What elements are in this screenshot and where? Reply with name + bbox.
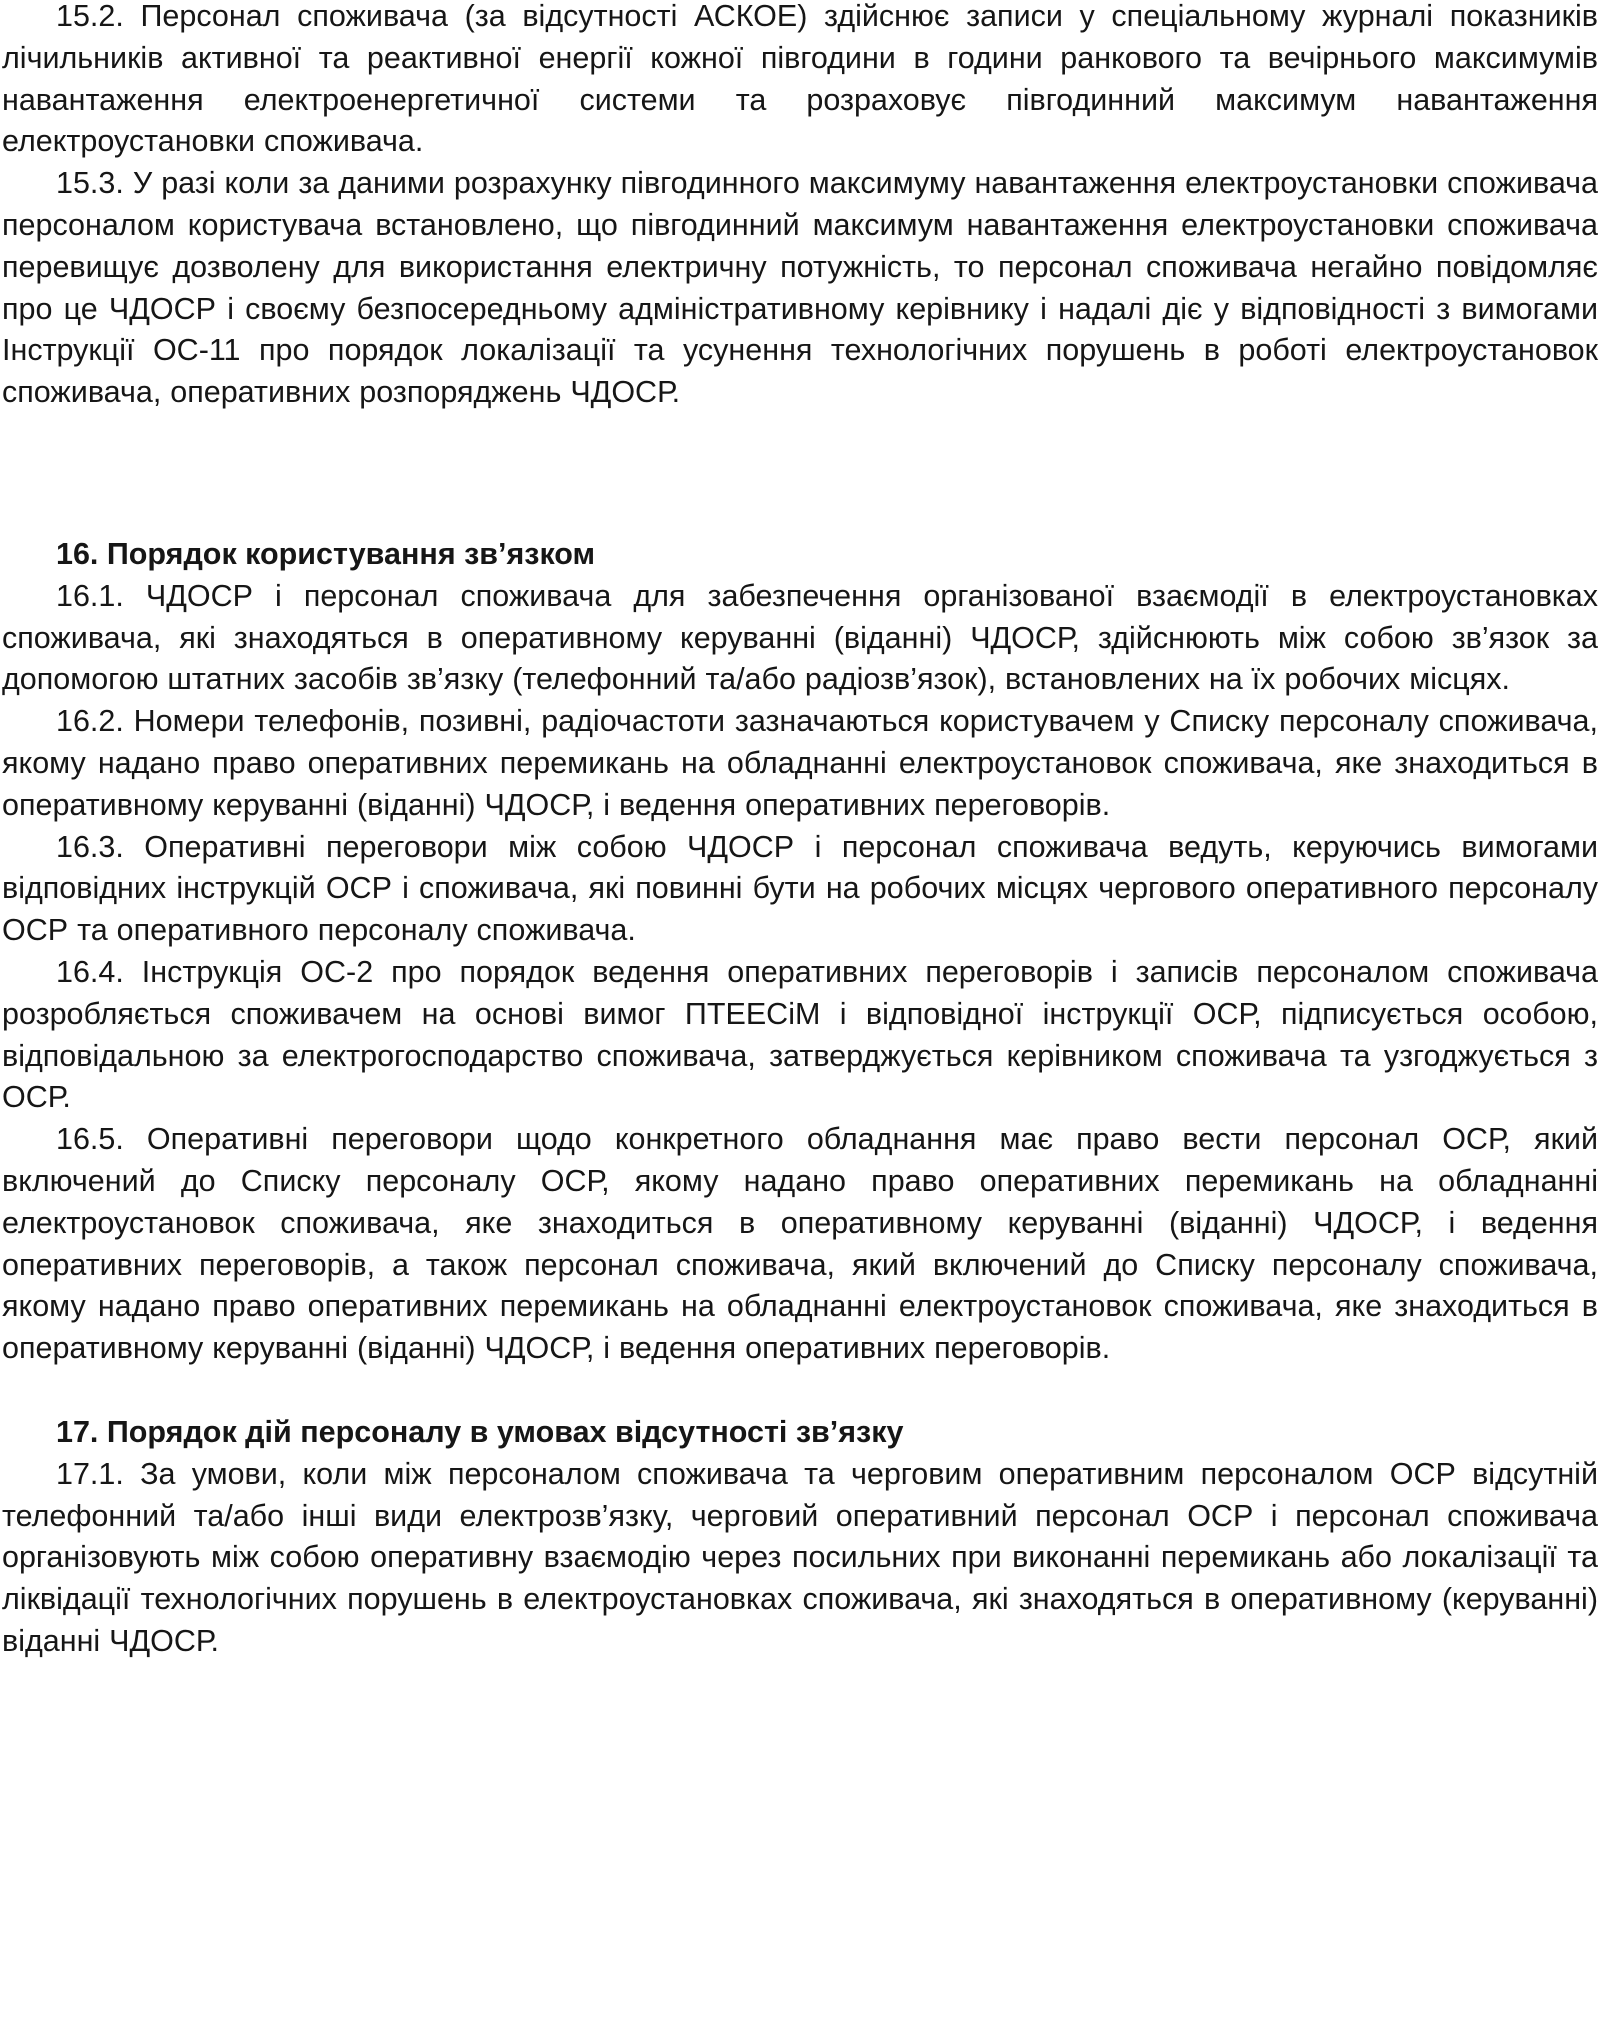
section-16-heading: 16. Порядок користування зв’язком bbox=[56, 536, 596, 571]
paragraph-16-3: 16.3. Оперативні переговори між собою ЧДОСР і персонал споживача ведуть, керуючись вимогами відповідних інструкцій ОСР і споживача, які повинні бути на робочих місцях чергового оперативного персоналу ОСР та оперативного персоналу споживача. bbox=[2, 829, 1598, 948]
section-17-heading: 17. Порядок дій персоналу в умовах відсутності зв’язку bbox=[56, 1414, 904, 1449]
paragraph-15-2: 15.2. Персонал споживача (за відсутності АСКОЕ) здійснює записи у спеціальному журналі показників лічильників активної та реактивної енергії кожної півгодини в години ранкового та вечірнього максимумів навантаження електроенергетичної системи та розраховує півгодинний максимум навантаження електроустановки споживача. bbox=[2, 0, 1598, 159]
paragraph-15-3: 15.3. У разі коли за даними розрахунку півгодинного максимуму навантаження електроустановки споживача персоналом користувача встановлено, що півгодинний максимум навантаження електроустановки споживача перевищує дозволену для використання електричну потужність, то персонал споживача негайно повідомляє про це ЧДОСР і своєму безпосередньому адміністративному керівнику і надалі діє у відповідності з вимогами Інструкції ОС-11 про порядок локалізації та усунення технологічних порушень в роботі електроустановок споживача, оперативних розпоряджень ЧДОСР. bbox=[2, 166, 1598, 410]
section-15 bbox=[2, 0, 1598, 414]
paragraph-17-1: 17.1. За умови, коли між персоналом споживача та черговим оперативним персоналом ОСР відсутній телефонний та/або інші види електрозв’язку, черговий оперативний персонал ОСР і персонал споживача організовують між собою оперативну взаємодію через посильних при виконанні перемикань або локалізації та ліквідації технологічних порушень в електроустановках споживача, які знаходяться в оперативному (керуванні) віданні ЧДОСР. bbox=[2, 1456, 1598, 1658]
section-spacer bbox=[2, 1370, 1598, 1412]
section-17 bbox=[2, 1412, 1598, 1663]
section-16 bbox=[2, 534, 1598, 1370]
paragraph-16-5: 16.5. Оперативні переговори щодо конкретного обладнання має право вести персонал ОСР, який включений до Списку персоналу ОСР, якому надано право оперативних перемикань на обладнанні електроустановок споживача, яке знаходиться в оперативному керуванні (віданні) ЧДОСР, і ведення оперативних переговорів, а також персонал споживача, який включений до Списку персоналу споживача, якому надано право оперативних перемикань на обладнанні електроустановок споживача, яке знаходиться в оперативному керуванні (віданні) ЧДОСР, і ведення оперативних переговорів. bbox=[2, 1122, 1598, 1366]
paragraph-16-2: 16.2. Номери телефонів, позивні, радіочастоти зазначаються користувачем у Списку персоналу споживача, якому надано право оперативних перемикань на обладнанні електроустановок споживача, яке знаходиться в оперативному керуванні (віданні) ЧДОСР, і ведення оперативних переговорів. bbox=[2, 704, 1598, 822]
section-spacer bbox=[2, 414, 1598, 534]
paragraph-16-4: 16.4. Інструкція ОС-2 про порядок ведення оперативних переговорів і записів персоналом споживача розробляється споживачем на основі вимог ПТЕЕСіМ і відповідної інструкції ОСР, підписується особою, відповідальною за електрогосподарство споживача, затверджується керівником споживача та узгоджується з ОСР. bbox=[2, 954, 1598, 1115]
paragraph-16-1: 16.1. ЧДОСР і персонал споживача для забезпечення організованої взаємодії в електроустановках споживача, які знаходяться в оперативному керуванні (віданні) ЧДОСР, здійснюють між собою зв’язок за допомогою штатних засобів зв’язку (телефонний та/або радіозв’язок), встановлених на їх робочих місцях. bbox=[2, 578, 1598, 697]
